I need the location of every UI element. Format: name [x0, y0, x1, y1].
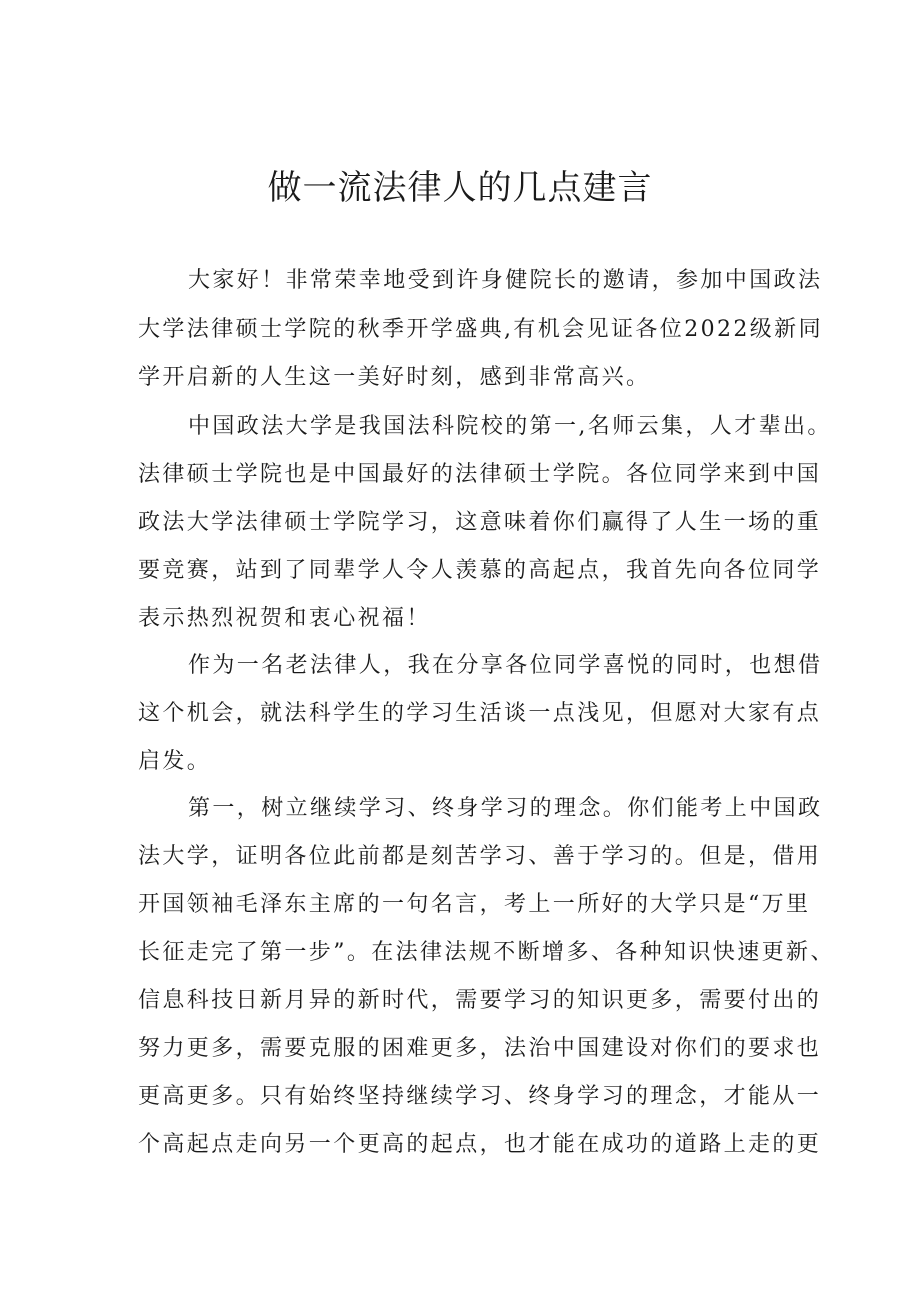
paragraph-line: 大学法律硕士学院的秋季开学盛典,有机会见证各位2022级新同: [138, 317, 823, 342]
paragraph-line: 第一，树立继续学习、终身学习的理念。你们能考上中国政: [188, 796, 823, 821]
paragraph-line: 中国政法大学是我国法科院校的第一,名师云集，人才辈出。: [188, 414, 832, 439]
paragraph-line: 要竞赛，站到了同辈学人令人羡慕的高起点，我首先向各位同学: [138, 558, 822, 583]
paragraph-line: 信息科技日新月异的新时代，需要学习的知识更多，需要付出的: [138, 988, 822, 1013]
paragraph-line: 开国领袖毛泽东主席的一句名言，考上一所好的大学只是“万里: [138, 892, 811, 917]
paragraph-line: 政法大学法律硕士学院学习，这意味着你们赢得了人生一场的重: [138, 510, 822, 535]
paragraph-line: 长征走完了第一步”。在法律法规不断增多、各种知识快速更新、: [138, 940, 835, 965]
paragraph-line: 个高起点走向另一个更高的起点，也才能在成功的道路上走的更: [138, 1132, 822, 1157]
paragraph-line: 更高更多。只有始终坚持继续学习、终身学习的理念，才能从一: [138, 1084, 822, 1109]
paragraph-line: 作为一名老法律人，我在分享各位同学喜悦的同时，也想借: [188, 653, 823, 678]
paragraph-line: 表示热烈祝贺和衷心祝福！: [138, 606, 431, 631]
paragraph-line: 努力更多，需要克服的困难更多，法治中国建设对你们的要求也: [138, 1036, 822, 1061]
paragraph-line: 法律硕士学院也是中国最好的法律硕士学院。各位同学来到中国: [138, 462, 822, 487]
paragraph-line: 启发。: [138, 749, 212, 774]
document-title: 做一流法律人的几点建言: [267, 168, 653, 208]
paragraph-line: 学开启新的人生这一美好时刻，感到非常高兴。: [138, 365, 651, 390]
paragraph-line: 这个机会，就法科学生的学习生活谈一点浅见，但愿对大家有点: [138, 701, 822, 726]
paragraph-line: 法大学，证明各位此前都是刻苦学习、善于学习的。但是，借用: [138, 844, 822, 869]
paragraph-line: 大家好！非常荣幸地受到许身健院长的邀请，参加中国政法: [188, 268, 823, 293]
